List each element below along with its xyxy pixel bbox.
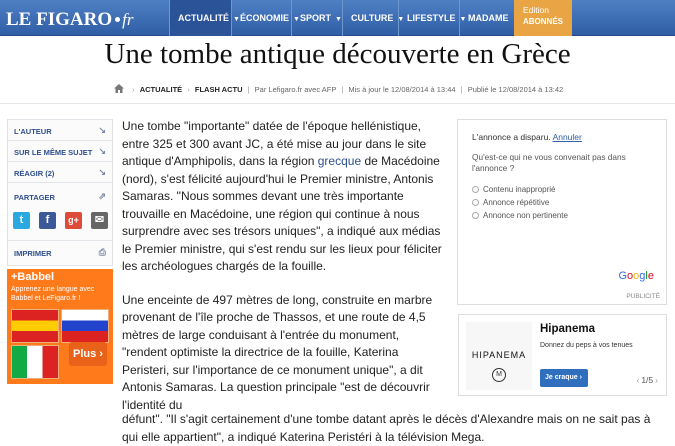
- article-paragraph-2: Une enceinte de 497 mètres de long, construite en marbre provenant de l'île proche de Thassos, et une route de 4,5 mètres de large conduisant à l'entrée du monument, "rendent optimiste la directrice de la fouille, Katerina Peristeri, sur l'importance de ce monument unique", a dit Antonis Samaras. La question principale "est de découvrir l'identité du: [122, 292, 433, 412]
- article-tools-sidebar: [7, 119, 113, 266]
- radio-icon[interactable]: [472, 199, 479, 206]
- sidebar-item-label: SUR LE MÊME SUJET: [14, 148, 93, 157]
- hipanema-logo: HIPANEMA: [471, 350, 527, 360]
- chevron-right-icon: ›: [132, 85, 135, 94]
- logo-suffix: fr: [122, 10, 134, 29]
- hipanema-thumbnail[interactable]: [466, 322, 532, 390]
- nav-label: ACTUALITÉ: [178, 13, 229, 23]
- arrow-down-right-icon: ↘: [98, 125, 106, 135]
- publicite-label: PUBLICITÉ: [626, 293, 660, 300]
- sidebar-share-heading: [8, 186, 112, 206]
- babbel-tagline: Apprenez une langue avec Babbel et LeFigaro.fr !: [11, 286, 95, 302]
- babbel-logo: +Babbel: [11, 271, 55, 283]
- top-nav-bar: [0, 0, 675, 36]
- option-label: Annonce non pertinente: [483, 211, 568, 220]
- chevron-right-icon: ›: [187, 85, 190, 94]
- ad-option-1[interactable]: [472, 185, 556, 194]
- nav-label: MADAME: [468, 13, 509, 23]
- sidebar-item-label: RÉAGIR (2): [14, 169, 55, 178]
- hipanema-description: Donnez du peps à vos tenues: [540, 342, 633, 349]
- ad-question: Qu'est-ce qui ne vous convenait pas dans l'annonce ?: [472, 152, 626, 173]
- breadcrumb: [114, 84, 563, 94]
- site-logo[interactable]: [6, 9, 133, 31]
- sidebar-item-meme-sujet[interactable]: [8, 141, 112, 162]
- article-published: Publié le 12/08/2014 à 13:42: [467, 85, 564, 94]
- google-logo: Google: [618, 270, 654, 282]
- ad-removed-text: L'annonce a disparu.: [472, 132, 551, 142]
- ad-option-3[interactable]: [472, 211, 568, 220]
- printer-icon: ⎙: [98, 247, 106, 257]
- share-icon: ⇗: [98, 191, 106, 201]
- nav-item-actualite[interactable]: [169, 0, 240, 36]
- pager-count: 1/5: [641, 375, 654, 385]
- sidebar-item-label: L'AUTEUR: [14, 127, 52, 136]
- ad-cancel-link[interactable]: Annuler: [552, 132, 582, 142]
- nav-label: LIFESTYLE: [407, 13, 456, 23]
- paragraph-gap: [122, 276, 446, 292]
- ad-option-2[interactable]: [472, 198, 549, 207]
- ad-feedback-box: [457, 119, 667, 305]
- option-label: Annonce répétitive: [483, 198, 550, 207]
- nav-item-economie[interactable]: [231, 0, 300, 36]
- breadcrumb-section[interactable]: ACTUALITÉ: [139, 85, 183, 94]
- hipanema-name[interactable]: Hipanema: [540, 323, 595, 335]
- separator: |: [247, 85, 250, 94]
- share-label: PARTAGER: [14, 193, 55, 202]
- article-author: Par Lefigaro.fr avec AFP: [254, 85, 337, 94]
- edition-abonnes-button[interactable]: [514, 0, 572, 36]
- radio-icon[interactable]: [472, 186, 479, 193]
- article-paragraph-2-tail: défunt". "Il s'agit certainement d'une tombe datant après le décès d'Alexandre mais on ne sait pas à qui elle appartient", a indiqué Katerina Peristéri à la télévision Mega.: [122, 412, 651, 444]
- hipanema-emblem-icon: M: [492, 368, 506, 382]
- chevron-left-icon[interactable]: ‹: [636, 375, 640, 385]
- nav-item-madame[interactable]: [459, 0, 514, 36]
- logo-text: LE FIGARO: [6, 9, 113, 30]
- radio-icon[interactable]: [472, 212, 479, 219]
- ad-removed-title: [472, 132, 582, 142]
- google-plus-icon[interactable]: g+: [65, 212, 82, 229]
- facebook-icon[interactable]: f: [39, 212, 56, 229]
- babbel-plus-button[interactable]: Plus ›: [69, 342, 107, 366]
- chevron-down-icon: ▼: [397, 16, 405, 23]
- arrow-down-right-icon: ↘: [98, 167, 106, 177]
- hipanema-ad[interactable]: [458, 314, 667, 396]
- article-title: Une tombe antique découverte en Grèce: [104, 38, 571, 70]
- home-icon[interactable]: [114, 84, 124, 93]
- nav-item-culture[interactable]: [342, 0, 405, 36]
- share-buttons: [13, 212, 109, 229]
- grecque-link[interactable]: grecque: [317, 154, 362, 168]
- je-craque-button[interactable]: Je craque ›: [540, 369, 588, 387]
- nav-item-sport[interactable]: [291, 0, 342, 36]
- article-body: [122, 118, 446, 414]
- sidebar-item-auteur[interactable]: [8, 120, 112, 141]
- email-icon[interactable]: ✉: [91, 212, 108, 229]
- chevron-down-icon: ▼: [459, 16, 467, 23]
- divider: [0, 103, 675, 104]
- logo-dot: [115, 17, 120, 22]
- nav-item-lifestyle[interactable]: [398, 0, 467, 36]
- article-updated: Mis à jour le 12/08/2014 à 13:44: [348, 85, 456, 94]
- chevron-down-icon: ▼: [335, 16, 342, 23]
- print-label: IMPRIMER: [14, 249, 52, 258]
- edition-line2: ABONNÉS: [523, 17, 564, 26]
- breadcrumb-subsection[interactable]: FLASH ACTU: [194, 85, 243, 94]
- twitter-icon[interactable]: t: [13, 212, 30, 229]
- arrow-down-right-icon: ↘: [98, 146, 106, 156]
- edition-line1: Edition: [523, 5, 549, 15]
- flag-face: [61, 309, 109, 343]
- option-label: Contenu inapproprié: [483, 185, 556, 194]
- paragraph-text: Une tombe "importante" datée de l'époque hellénistique, entre 325 et 300 avant JC, a été mise au jour dans le site antique d'Amphipolis, dans la région: [122, 119, 427, 168]
- nav-label: CULTURE: [351, 13, 394, 23]
- flag-face: [11, 345, 59, 379]
- chevron-down-icon: ▼: [233, 16, 240, 23]
- babbel-ad[interactable]: [7, 269, 113, 384]
- nav-label: SPORT: [300, 13, 332, 23]
- flag-face: [11, 309, 59, 343]
- sidebar-item-reagir[interactable]: [8, 162, 112, 183]
- ad-pager: [634, 375, 660, 385]
- paragraph-text: de Macédoine (nord), s'est félicité aujourd'hui le Premier ministre, Antonis Samaras. "Nous sommes devant une très importante trouvaille en Macédoine, une région qui continue à nous surprendre avec ses trésors uniques", a indiqué aux médias le Premier ministre, qui s'est rendu sur les lieux pour féliciter les archéologues chargés de la fouille.: [122, 154, 442, 273]
- separator: |: [341, 85, 344, 94]
- sidebar-item-imprimer[interactable]: [8, 240, 112, 265]
- chevron-right-icon[interactable]: ›: [655, 375, 658, 385]
- article-paragraph-1: [122, 118, 446, 276]
- chevron-down-icon: ▼: [293, 16, 300, 23]
- separator: |: [460, 85, 463, 94]
- nav-label: ÉCONOMIE: [240, 13, 290, 23]
